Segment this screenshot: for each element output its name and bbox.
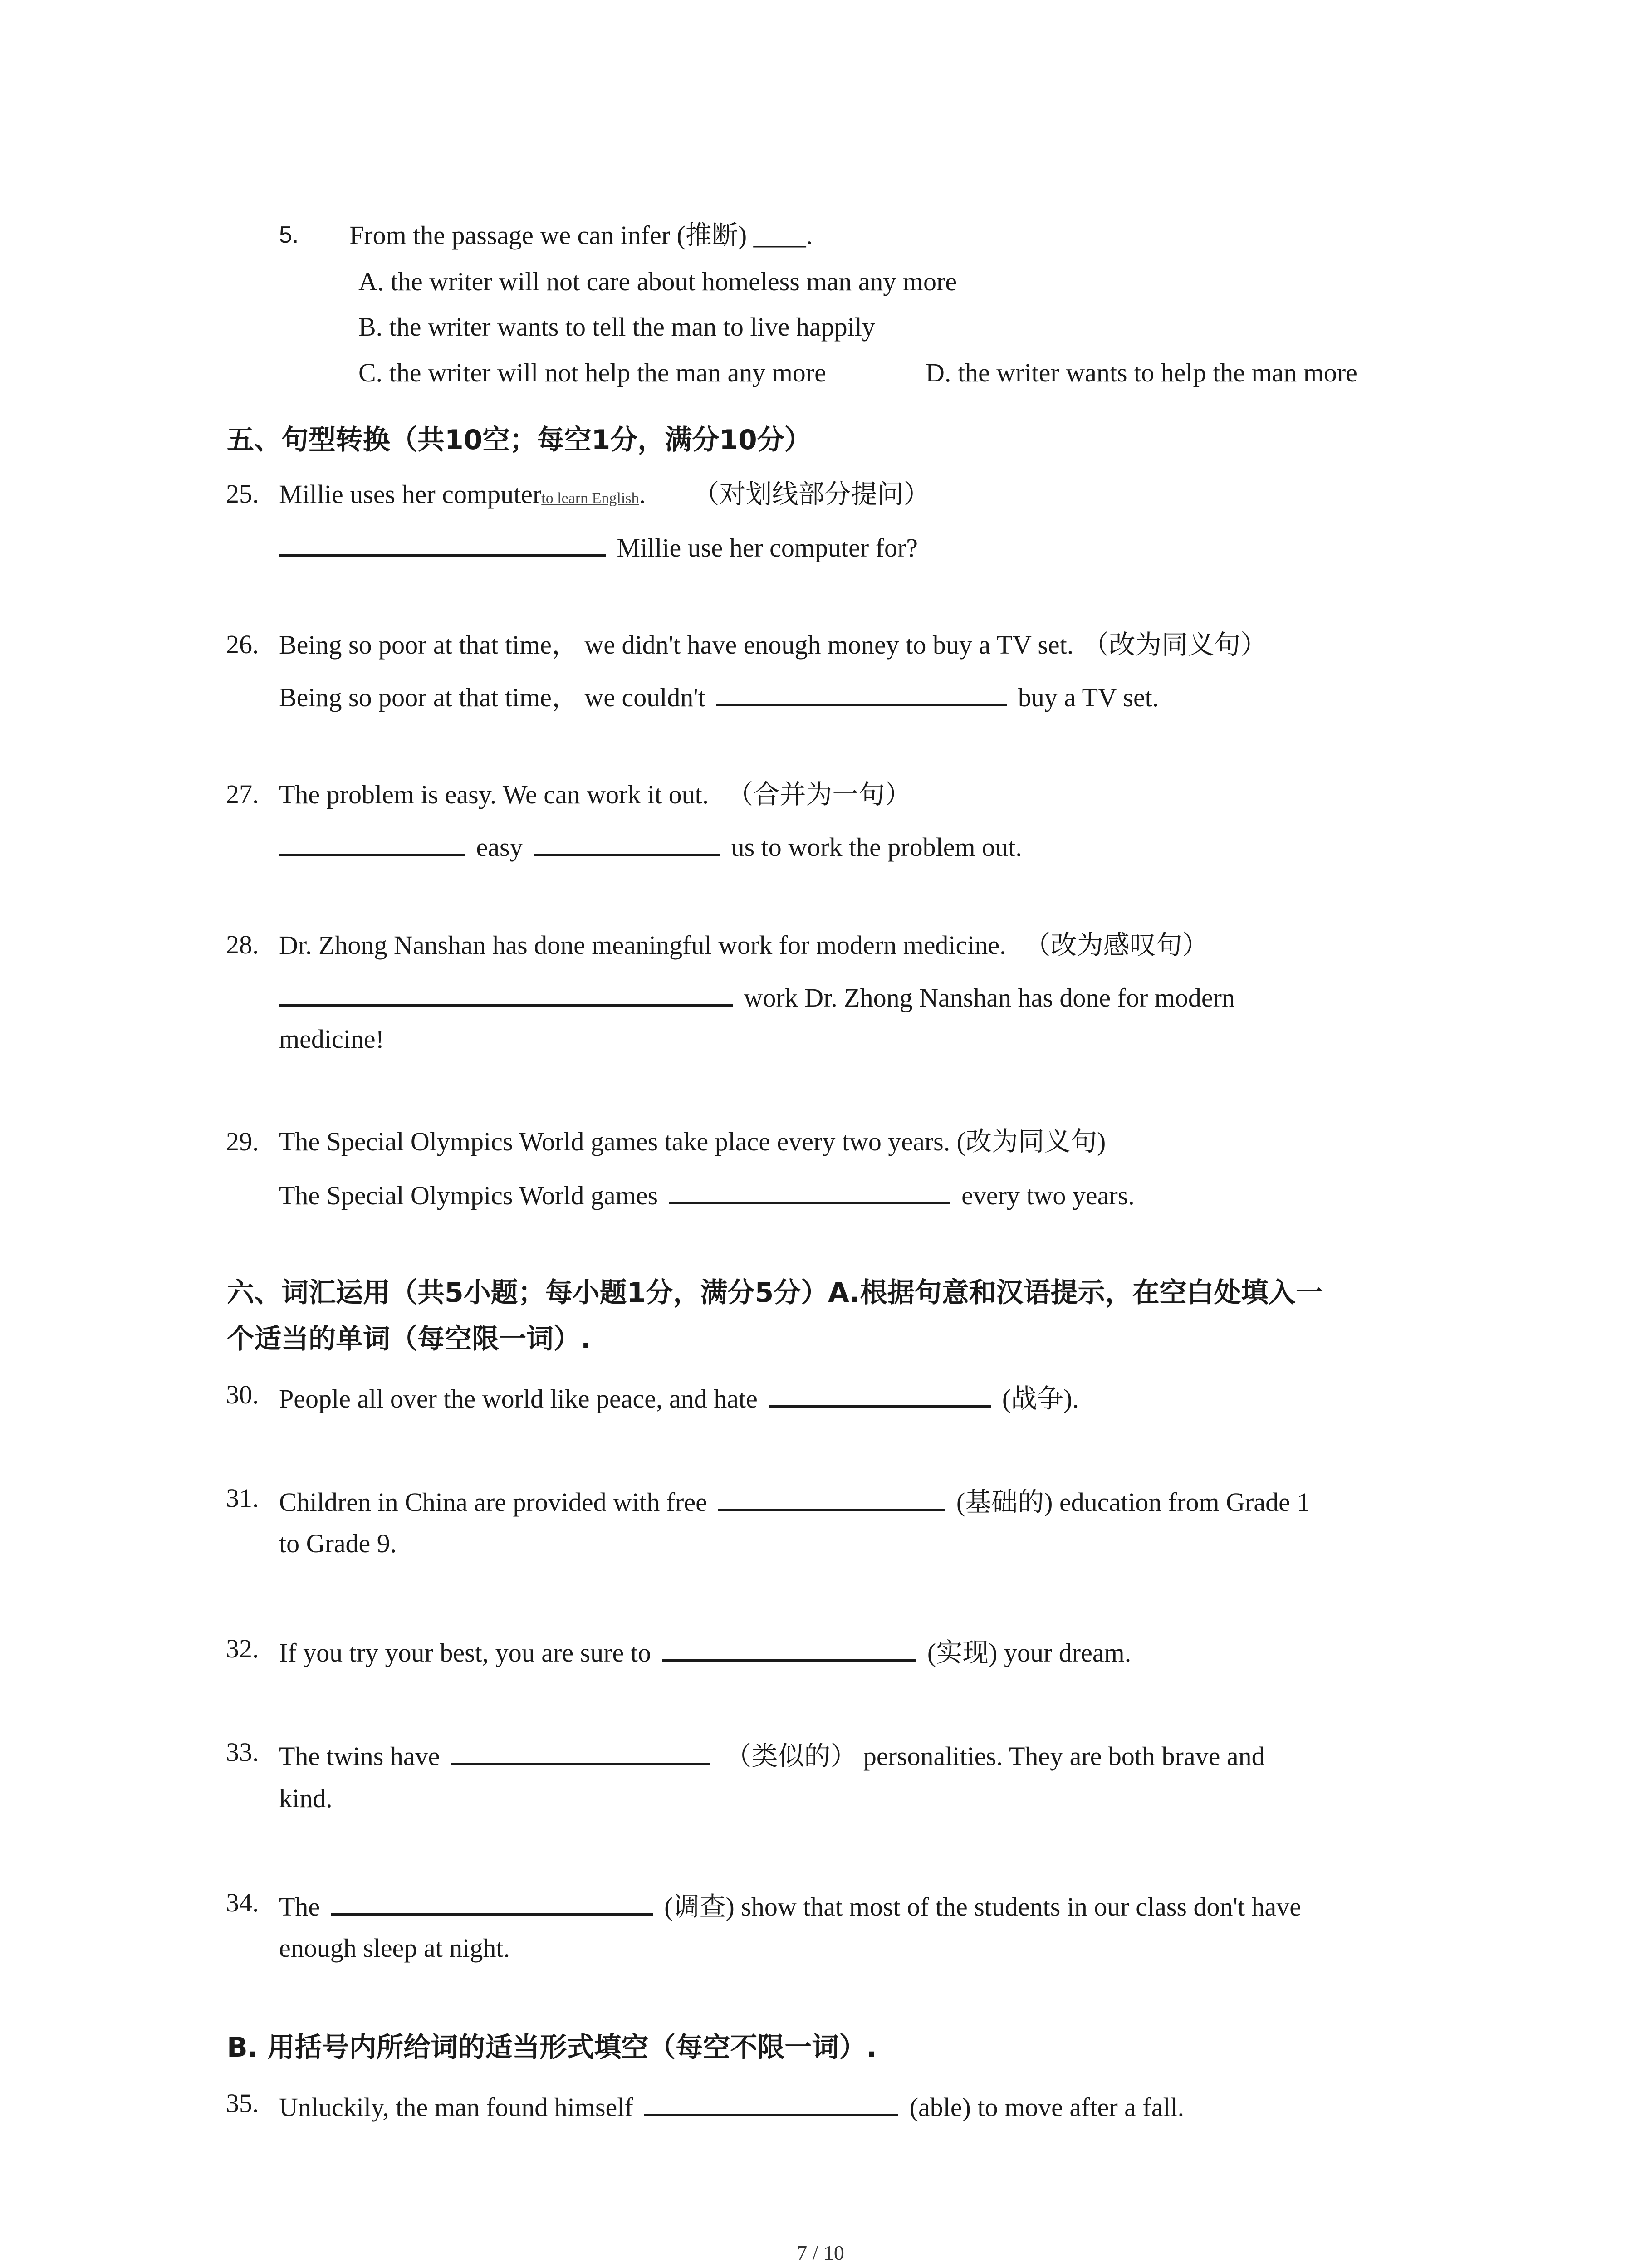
- q29-text2: The Special Olympics World games: [279, 1181, 658, 1210]
- q29-answer-blank[interactable]: [669, 1178, 950, 1204]
- q28-text: Dr. Zhong Nanshan has done meaningful work for modern medicine.: [279, 930, 1006, 960]
- q27-text: The problem is easy. We can work it out.: [279, 780, 709, 809]
- q25-text2: Millie use her computer for?: [617, 533, 918, 562]
- q27-note: （合并为一句）: [727, 779, 911, 810]
- q35-answer-blank[interactable]: [644, 2090, 898, 2116]
- q30-text: People all over the world like peace, and hate: [279, 1384, 758, 1413]
- q26-text3: buy a TV set.: [1018, 683, 1159, 712]
- q33-line1: [279, 1739, 1265, 1769]
- q25-underlined: to learn English: [541, 490, 639, 507]
- q25-line1: [279, 481, 930, 508]
- q33-line2: kind.: [279, 1784, 333, 1813]
- q28-line3: medicine!: [279, 1024, 384, 1054]
- q35-number: 35.: [226, 2088, 259, 2118]
- q34-text2: (调查) show that most of the students in our class don't have: [664, 1892, 1302, 1921]
- q32-answer-blank[interactable]: [662, 1636, 916, 1662]
- q33-text: The twins have: [279, 1741, 440, 1771]
- q27-number: 27.: [226, 779, 259, 809]
- q27-line1: [279, 781, 911, 808]
- q32-text: If you try your best, you are sure to: [279, 1638, 651, 1667]
- q31-text: Children in China are provided with free: [279, 1487, 707, 1517]
- q29-line1: The Special Olympics World games take place every two years. (改为同义句): [279, 1127, 1106, 1156]
- q35-line1: [279, 2090, 1184, 2121]
- q26-line1: [279, 631, 1267, 658]
- q26-note: （改为同义句）: [1083, 629, 1267, 660]
- q31-line2: to Grade 9.: [279, 1529, 397, 1558]
- q35-text2: (able) to move after a fall.: [909, 2092, 1185, 2122]
- q29-number: 29.: [226, 1127, 259, 1156]
- q34-line1: [279, 1890, 1301, 1920]
- q31-line1: [279, 1485, 1310, 1515]
- q34-number: 34.: [226, 1888, 259, 1917]
- q30-number: 30.: [226, 1380, 259, 1409]
- q28-number: 28.: [226, 930, 259, 959]
- q5-option-b: B. the writer wants to tell the man to live happily: [358, 312, 875, 342]
- q25-answer-blank[interactable]: [279, 531, 606, 557]
- q33-answer-blank[interactable]: [451, 1739, 710, 1765]
- q27-text3: us to work the problem out.: [731, 832, 1022, 862]
- q29-text3: every two years.: [961, 1181, 1135, 1210]
- q28-answer-blank[interactable]: [279, 981, 733, 1007]
- q26-line2: [279, 680, 1159, 711]
- q25-note: （对划线部分提问）: [693, 479, 930, 509]
- q5-option-d: D. the writer wants to help the man more: [926, 358, 1357, 387]
- q28-note: （改为感叹句）: [1024, 929, 1209, 960]
- q32-number: 32.: [226, 1634, 259, 1663]
- q30-answer-blank[interactable]: [769, 1382, 991, 1408]
- q32-line1: [279, 1636, 1131, 1666]
- section5-heading: 五、句型转换（共10空；每空1分，满分10分）: [227, 424, 812, 456]
- q27-line2: [279, 830, 1022, 860]
- q30-text2: (战争).: [1002, 1384, 1079, 1413]
- q26-number: 26.: [226, 630, 259, 659]
- q25-period: .: [639, 479, 646, 509]
- q27-answer-blank-2[interactable]: [534, 830, 720, 856]
- q5-number: 5.: [279, 222, 299, 248]
- section6b-heading: B. 用括号内所给词的适当形式填空（每空不限一词）.: [227, 2032, 877, 2063]
- q35-text: Unluckily, the man found himself: [279, 2092, 633, 2122]
- q34-line2: enough sleep at night.: [279, 1933, 510, 1963]
- q26-text2: Being so poor at that time， we couldn't: [279, 683, 705, 712]
- q29-line2: [279, 1178, 1135, 1209]
- q26-text: Being so poor at that time， we didn't have enough money to buy a TV set.: [279, 630, 1074, 660]
- q27-answer-blank-1[interactable]: [279, 830, 465, 856]
- q27-text2: easy: [476, 832, 523, 862]
- q31-text2: (基础的) education from Grade 1: [956, 1487, 1310, 1517]
- q25-line2: [279, 531, 918, 561]
- q34-answer-blank[interactable]: [331, 1890, 653, 1916]
- q34-text: The: [279, 1892, 320, 1921]
- q31-answer-blank[interactable]: [718, 1485, 945, 1511]
- q30-line1: [279, 1382, 1079, 1412]
- q25-text: Millie uses her computer: [279, 479, 542, 509]
- q26-answer-blank[interactable]: [716, 680, 1007, 706]
- q31-number: 31.: [226, 1483, 259, 1513]
- q5-option-c: C. the writer will not help the man any more: [358, 358, 826, 387]
- q33-number: 33.: [226, 1737, 259, 1767]
- q5-stem: From the passage we can infer (推断) ____.: [349, 220, 813, 250]
- q28-line2: [279, 981, 1235, 1011]
- q32-text2: (实现) your dream.: [927, 1638, 1132, 1667]
- q28-line1: [279, 929, 1209, 960]
- page-number: 7 / 10: [797, 2241, 844, 2264]
- q5-option-a: A. the writer will not care about homeless man any more: [358, 267, 957, 296]
- q28-text2: work Dr. Zhong Nanshan has done for modern: [744, 983, 1235, 1012]
- q33-text2: （类似的） personalities. They are both brave and: [725, 1741, 1265, 1771]
- section6-heading-line1: 六、词汇运用（共5小题；每小题1分，满分5分）A.根据句意和汉语提示，在空白处填入一: [227, 1277, 1323, 1309]
- q25-number: 25.: [226, 479, 259, 508]
- section6-heading-line2: 个适当的单词（每空限一词）.: [227, 1323, 591, 1355]
